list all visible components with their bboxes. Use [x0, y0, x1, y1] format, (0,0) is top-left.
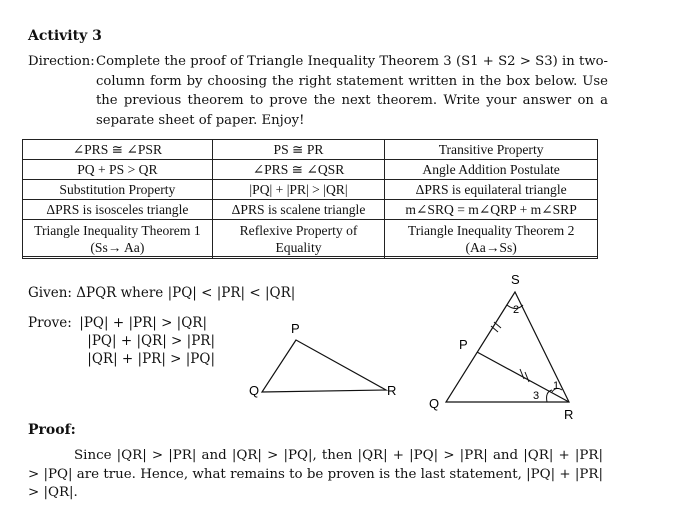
choice-cell: ΔPRS is isosceles triangle [23, 200, 213, 220]
tick-mark [525, 372, 529, 382]
given-statement: Given: ΔPQR where |PQ| < |PR| < |QR| [28, 285, 296, 301]
vertex-label-q: Q [429, 396, 440, 411]
vertex-label-p: P [459, 337, 468, 352]
proof-text: Since |QR| > |PR| and |QR| > |PQ|, then |QR| + |PQ| > |PR| and |QR| + |PR| > |PQ| are true. Hence, what remains to be proven is the last statement, |PQ| + |PR| > |QR|. [28, 448, 603, 500]
choices-box [22, 139, 598, 259]
prove-line: |PQ| + |QR| > |PR| [87, 333, 216, 349]
choice-cell: ΔPRS is scalene triangle [212, 200, 385, 220]
vertex-label-q: Q [249, 383, 260, 398]
activity-title: Activity 3 [28, 28, 102, 44]
choices-row [23, 200, 598, 220]
choices-row [23, 180, 598, 200]
choice-cell: Transitive Property [385, 140, 598, 160]
vertex-label-r: R [564, 407, 574, 422]
choice-cell: ΔPRS is equilateral triangle [385, 180, 598, 200]
choice-cell: ∠PRS ≅ ∠PSR [23, 140, 213, 160]
tick-mark [494, 322, 501, 328]
prove-statements [28, 314, 215, 368]
direction-text: Complete the proof of Triangle Inequality Theorem 3 (S1 + S2 > S3) in two-column form by choosing the right statement written in the box below. Use the previous theorem to prove the next theorem. Write your answer on a separate sheet of paper. Enjoy! [96, 54, 608, 128]
vertex-label-r: R [387, 383, 397, 398]
angle-label-2: 2 [513, 304, 520, 316]
proof-label: Proof: [28, 422, 76, 438]
prove-line: |QR| + |PR| > |PQ| [87, 351, 216, 367]
choice-cell: Triangle Inequality Theorem 2 (Aa→Ss) [385, 220, 598, 259]
direction-paragraph [28, 52, 608, 130]
choice-cell: m∠SRQ = m∠QRP + m∠SRP [385, 200, 598, 220]
triangle-qsr-figure [425, 268, 595, 428]
choice-cell: Reflexive Property of Equality [212, 220, 385, 259]
choice-cell: PQ + PS > QR [23, 160, 213, 180]
choice-cell: |PQ| + |PR| > |QR| [212, 180, 385, 200]
prove-lines [79, 314, 215, 368]
choices-row [23, 160, 598, 180]
vertex-label-s: S [511, 272, 520, 287]
choice-cell: Angle Addition Postulate [385, 160, 598, 180]
choices-row [23, 140, 598, 160]
angle-label-3: 3 [533, 390, 540, 402]
choice-cell: Substitution Property [23, 180, 213, 200]
triangle-pqr [262, 340, 386, 392]
prove-label: Prove: [28, 315, 72, 331]
choice-cell: Triangle Inequality Theorem 1 (Ss→ Aa) [23, 220, 213, 259]
choice-cell: PS ≅ PR [212, 140, 385, 160]
direction-label: Direction: [28, 54, 95, 69]
prove-line: |PQ| + |PR| > |QR| [79, 315, 208, 331]
angle-label-1: 1 [553, 380, 560, 392]
vertex-label-p: P [291, 321, 300, 336]
tick-mark [520, 369, 524, 379]
section-divider [22, 256, 598, 257]
choices-row [23, 220, 598, 259]
triangle-pqr-figure [245, 318, 405, 403]
choice-cell: ∠PRS ≅ ∠QSR [212, 160, 385, 180]
